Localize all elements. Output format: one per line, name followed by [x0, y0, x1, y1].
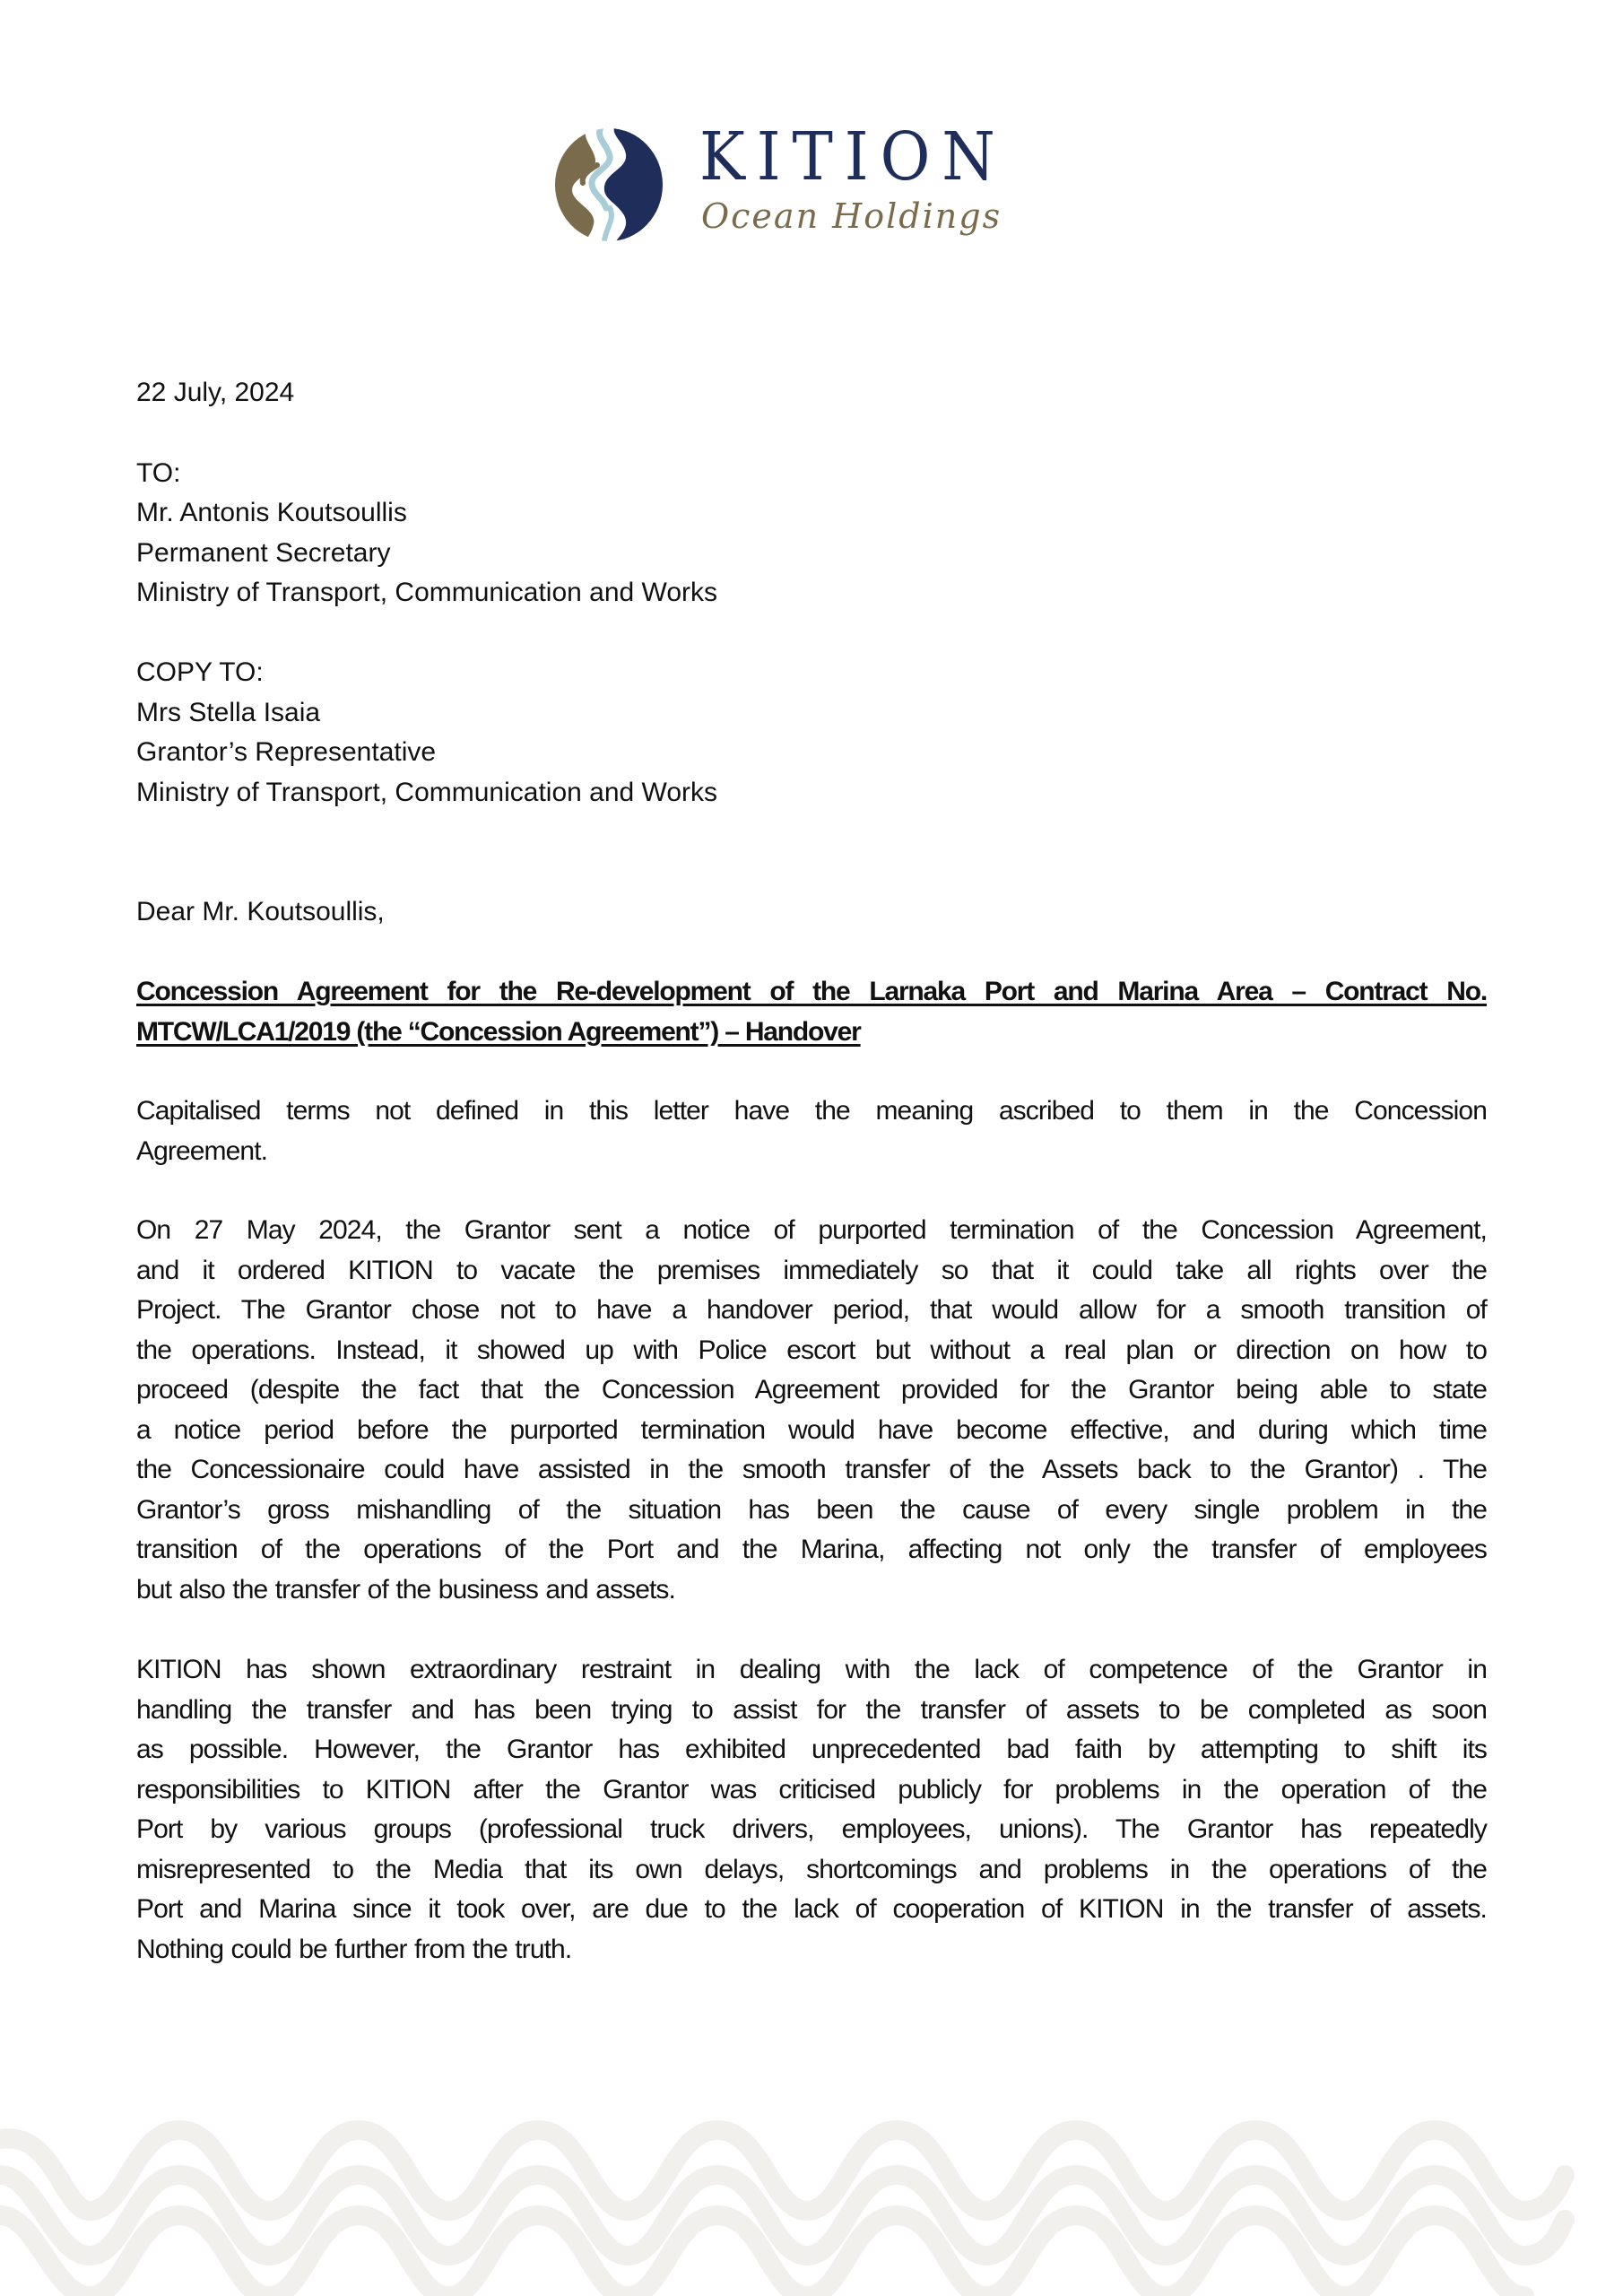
- recipient-label: TO:: [136, 458, 181, 488]
- paragraph-line: Project. The Grantor chose not to have a handover period, that would allow for a smooth transition of: [136, 1295, 1487, 1325]
- letter-date: 22 July, 2024: [136, 378, 295, 407]
- paragraph-line: misrepresented to the Media that its own delays, shortcomings and problems in the operations of the: [136, 1854, 1487, 1884]
- paragraph-line: a notice period before the purported termination would have become effective, and during which time: [136, 1414, 1487, 1445]
- paragraph-3: [136, 1650, 1487, 1970]
- paragraph-line: proceed (despite the fact that the Concession Agreement provided for the Grantor being able to state: [136, 1375, 1487, 1405]
- company-logo: [549, 118, 1051, 248]
- paragraph-line: Port and Marina since it took over, are due to the lack of cooperation of KITION in the transfer of assets.: [136, 1894, 1487, 1924]
- paragraph-line: Agreement.: [136, 1135, 268, 1166]
- paragraph-2: [136, 1211, 1487, 1610]
- paragraph-line: Capitalised terms not defined in this letter have the meaning ascribed to them in the Concession: [136, 1096, 1487, 1126]
- copy-to-title: Grantor’s Representative: [136, 737, 437, 767]
- paragraph-line: transition of the operations of the Port and the Marina, affecting not only the transfer of employees: [136, 1535, 1487, 1564]
- paragraph-line: Nothing could be further from the truth.: [136, 1934, 572, 1964]
- paragraph-line: as possible. However, the Grantor has exhibited unprecedented bad faith by attempting to shift its: [136, 1735, 1487, 1764]
- paragraph-line: and it ordered KITION to vacate the premises immediately so that it could take all rights over the: [136, 1255, 1487, 1285]
- recipient-name: Mr. Antonis Koutsoullis: [136, 498, 407, 527]
- subject-line-1: Concession Agreement for the Re-development of the Larnaka Port and Marina Area – Contract No.: [136, 977, 1487, 1006]
- paragraph-line: KITION has shown extraordinary restraint in dealing with the lack of competence of the Grantor in: [136, 1655, 1487, 1684]
- copy-to-label: COPY TO:: [136, 657, 264, 687]
- paragraph-line: responsibilities to KITION after the Grantor was criticised publicly for problems in the operation of the: [136, 1774, 1487, 1805]
- paragraph-line: but also the transfer of the business and assets.: [136, 1574, 675, 1605]
- paragraph-line: the operations. Instead, it showed up with Police escort but without a real plan or direction on how to: [136, 1335, 1487, 1365]
- paragraph-line: On 27 May 2024, the Grantor sent a notice of purported termination of the Concession Agreement,: [136, 1215, 1487, 1245]
- subject-line-2: MTCW/LCA1/2019 (the “Concession Agreement”) – Handover: [136, 1017, 861, 1047]
- logo-wordmark: KITION: [699, 118, 1007, 196]
- paragraph-line: the Concessionaire could have assisted in the smooth transfer of the Assets back to the Grantor) . The: [136, 1455, 1487, 1484]
- paragraph-1: [136, 1091, 1487, 1171]
- kition-wave-circle-logo-icon: [552, 126, 665, 242]
- paragraph-line: Port by various groups (professional truck drivers, employees, unions). The Grantor has repeatedly: [136, 1814, 1487, 1844]
- recipient-title: Permanent Secretary: [136, 538, 391, 568]
- logo-tagline: Ocean Holdings: [701, 196, 1002, 236]
- paragraph-line: handling the transfer and has been trying to assist for the transfer of assets to be completed as soon: [136, 1694, 1487, 1725]
- copy-to-organization: Ministry of Transport, Communication and Works: [136, 778, 718, 807]
- copy-to-name: Mrs Stella Isaia: [136, 698, 321, 727]
- paragraph-line: Grantor’s gross mishandling of the situation has been the cause of every single problem in the: [136, 1494, 1487, 1525]
- salutation: Dear Mr. Koutsoullis,: [136, 897, 385, 926]
- wave-pattern-icon: [0, 2112, 1623, 2296]
- recipient-organization: Ministry of Transport, Communication and Works: [136, 578, 718, 607]
